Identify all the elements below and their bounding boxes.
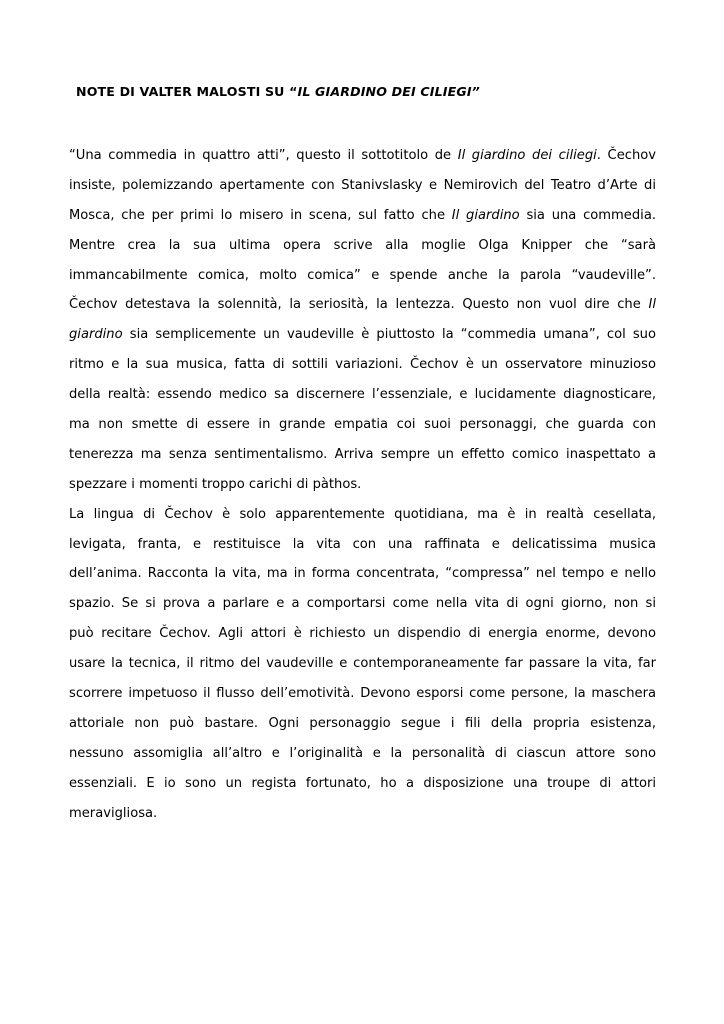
text-run: Mentre crea la sua ultima opera scrive alla moglie Olga Knipper che “sarà <box>69 237 656 253</box>
text-line <box>69 799 656 829</box>
text-line <box>69 619 656 649</box>
text-line <box>69 320 656 350</box>
text-line <box>69 410 656 440</box>
text-line <box>69 380 656 410</box>
text-run: Mosca, che per primi lo misero in scena, sul fatto che <box>69 207 452 223</box>
text-run: spezzare i momenti troppo carichi di pàthos. <box>69 476 362 492</box>
text-run: “Una commedia in quattro atti”, questo il sottotitolo de <box>69 148 458 163</box>
text-run: ritmo e la sua musica, fatta di sottili variazioni. Čechov è un osservatore minuzioso <box>69 357 656 373</box>
text-run: ma non smette di essere in grande empatia coi suoi personaggi, che guarda con <box>69 417 656 433</box>
text-line <box>69 739 656 769</box>
text-run: tenerezza ma senza sentimentalismo. Arriva sempre un effetto comico inaspettato a <box>69 446 656 462</box>
text-line <box>69 679 656 709</box>
paragraph-1 <box>69 141 656 500</box>
text-line <box>69 470 656 500</box>
italic-text: giardino <box>69 327 123 343</box>
title-italic: IL GIARDINO DEI CILIEGI” <box>297 84 480 99</box>
text-line <box>69 201 656 231</box>
text-line <box>69 500 656 530</box>
text-line <box>69 290 656 320</box>
text-run: attoriale non può bastare. Ogni personaggio segue i fili della propria esistenza, <box>69 715 656 731</box>
text-line <box>69 141 656 171</box>
text-line <box>69 440 656 470</box>
text-run: sia una commedia. <box>519 207 656 223</box>
text-run: insiste, polemizzando apertamente con Stanivslasky e Nemirovich del Teatro d’Arte di <box>69 177 656 193</box>
text-run: . Čechov <box>596 148 657 163</box>
text-line <box>69 231 656 261</box>
text-run: immancabilmente comica, molto comica” e spende anche la parola “vaudeville”. <box>69 267 656 283</box>
text-line <box>69 709 656 739</box>
document-title <box>76 84 480 99</box>
text-line <box>69 769 656 799</box>
text-run: levigata, franta, e restituisce la vita con una raffinata e delicatissima musica <box>69 536 656 552</box>
text-run: dell’anima. Racconta la vita, ma in forma concentrata, “compressa” nel tempo e nello <box>69 566 656 582</box>
text-line <box>69 559 656 589</box>
text-run: sia semplicemente un vaudeville è piuttosto la “commedia umana”, col suo <box>122 327 656 343</box>
italic-text: Il giardino dei ciliegi <box>457 148 597 163</box>
text-line <box>69 261 656 291</box>
text-line <box>69 589 656 619</box>
text-line <box>69 350 656 380</box>
title-prefix: NOTE DI VALTER MALOSTI SU “ <box>76 84 298 99</box>
text-run: nessuno assomiglia all’altro e l’originalità e la personalità di ciascun attore sono <box>69 745 656 761</box>
text-run: meravigliosa. <box>69 805 158 821</box>
text-run: essenziali. E io sono un regista fortunato, ho a disposizione una troupe di attori <box>69 775 656 791</box>
text-line <box>69 530 656 560</box>
text-run: usare la tecnica, il ritmo del vaudeville e contemporaneamente far passare la vita, far <box>69 656 656 672</box>
text-run: Čechov detestava la solennità, la seriosità, la lentezza. Questo non vuol dire che <box>69 297 649 313</box>
text-run: può recitare Čechov. Agli attori è richiesto un dispendio di energia enorme, devono <box>69 626 656 642</box>
text-line <box>69 171 656 201</box>
text-run: spazio. Se si prova a parlare e a comportarsi come nella vita di ogni giorno, non si <box>69 596 656 612</box>
text-line <box>69 649 656 679</box>
italic-text: Il <box>648 297 656 313</box>
italic-text: Il giardino <box>451 207 520 223</box>
text-run: La lingua di Čechov è solo apparentemente quotidiana, ma è in realtà cesellata, <box>69 506 656 522</box>
paragraph-2 <box>69 500 656 829</box>
document-body <box>69 141 656 828</box>
text-run: della realtà: essendo medico sa discernere l’essenziale, e lucidamente diagnosticare, <box>69 387 656 403</box>
text-run: scorrere impetuoso il flusso dell’emotività. Devono esporsi come persone, la maschera <box>69 686 656 702</box>
